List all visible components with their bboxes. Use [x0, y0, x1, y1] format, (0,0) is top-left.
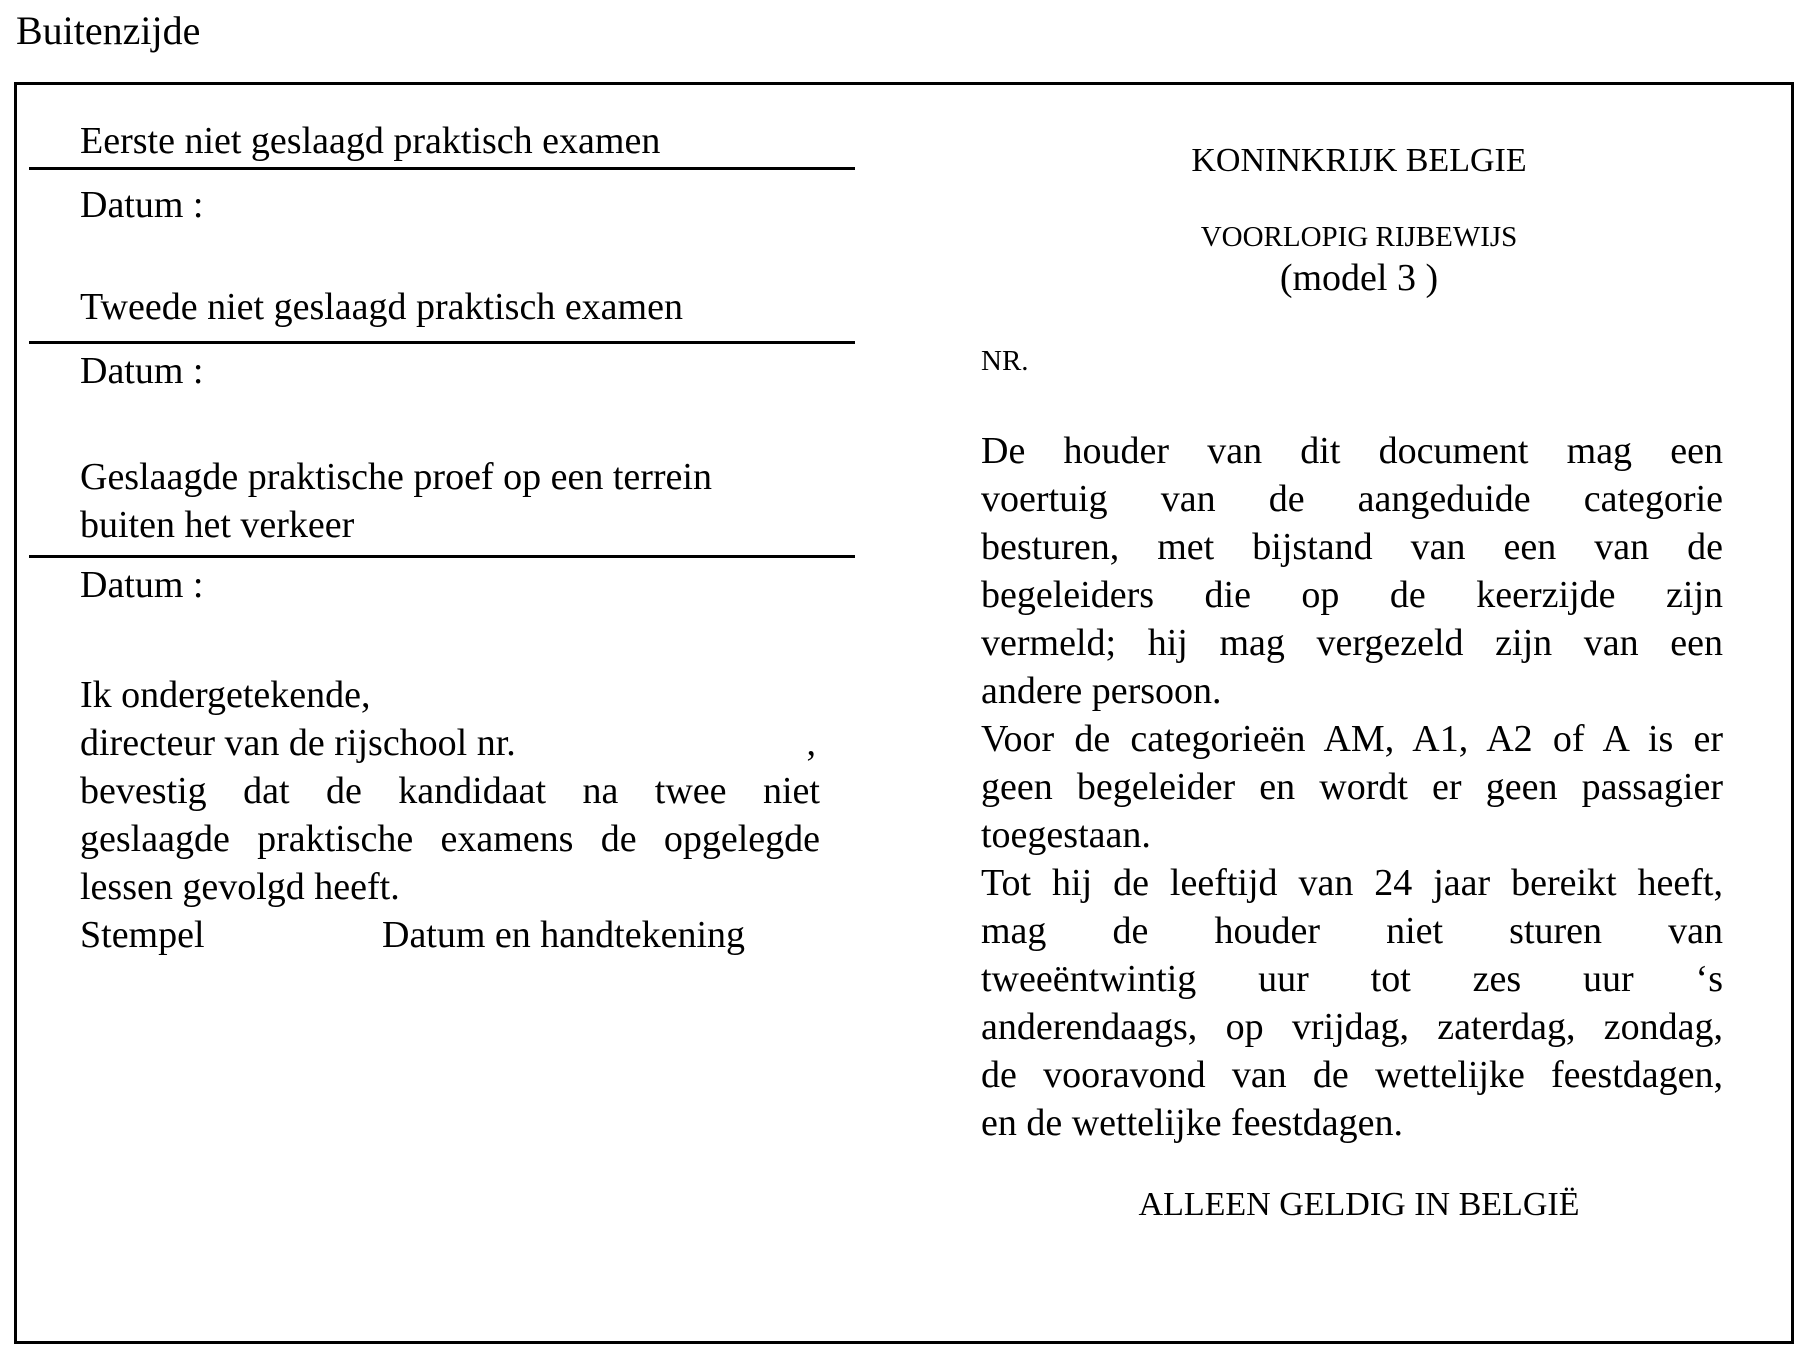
paragraph3-line2: mag de houder niet sturen van: [981, 910, 1723, 952]
paragraph3-line6: en de wettelijke feestdagen.: [981, 1102, 1404, 1144]
declaration-line2: [80, 719, 820, 767]
section3-signature-line: [29, 555, 855, 558]
declaration-signature-row: [80, 911, 820, 959]
paragraph2-line1: Voor de categorieën AM, A1, A2 of A is er: [981, 718, 1723, 760]
date-signature-label: Datum en handtekening: [382, 914, 746, 956]
section1-signature-line: [29, 167, 855, 170]
model-number: (model 3 ): [1279, 257, 1439, 299]
validity-text: ALLEEN GELDIG IN BELGIË: [1138, 1186, 1580, 1223]
section3-title-line2: buiten het verkeer: [80, 504, 355, 546]
paragraph1-line5: vermeld; hij mag vergezeld zijn van een: [981, 622, 1723, 664]
document-title: VOORLOPIG RIJBEWIJS: [1200, 221, 1518, 253]
paragraph3-line1: Tot hij de leeftijd van 24 jaar bereikt heeft,: [981, 862, 1723, 904]
paragraph1-line4: begeleiders die op de keerzijde zijn: [981, 574, 1723, 616]
paragraph1-line1: De houder van dit document mag een: [981, 430, 1723, 472]
section3-title-line1: Geslaagde praktische proef op een terrein: [80, 456, 712, 498]
paragraph2-line3: toegestaan.: [981, 814, 1151, 856]
paragraph1-line2: voertuig van de aangeduide categorie: [981, 478, 1723, 520]
validity-notice: [1023, 1183, 1695, 1227]
license-number-label: NR.: [981, 345, 1029, 377]
declaration-line2-comma: ,: [806, 722, 816, 764]
paragraph1-line6: andere persoon.: [981, 670, 1222, 712]
holder-conditions: [981, 427, 1723, 1147]
director-declaration: [80, 671, 820, 959]
section1-title: Eerste niet geslaagd praktisch examen: [80, 120, 661, 162]
declaration-line5: lessen gevolgd heeft.: [80, 866, 400, 908]
section2-signature-line: [29, 341, 855, 344]
declaration-line1: Ik ondergetekende,: [80, 674, 371, 716]
paragraph3-line4: anderendaags, op vrijdag, zaterdag, zondag,: [981, 1006, 1723, 1048]
section1-date-label: Datum :: [80, 184, 204, 226]
kingdom-heading: KONINKRIJK BELGIE: [1191, 142, 1527, 179]
section3-date-label: Datum :: [80, 564, 204, 606]
paragraph3-line3: tweeëntwintig uur tot zes uur ‘s: [981, 958, 1723, 1000]
paragraph3-line5: de vooravond van de wettelijke feestdagen,: [981, 1054, 1723, 1096]
stamp-label: Stempel: [80, 914, 205, 956]
license-outer-side: [14, 82, 1794, 1344]
section2-date-label: Datum :: [80, 350, 204, 392]
paragraph2-line2: geen begeleider en wordt er geen passagier: [981, 766, 1723, 808]
declaration-line4: geslaagde praktische examens de opgelegde: [80, 818, 820, 860]
paragraph1-line3: besturen, met bijstand van een van de: [981, 526, 1723, 568]
declaration-line2-text: directeur van de rijschool nr.: [80, 722, 516, 764]
section2-title: Tweede niet geslaagd praktisch examen: [80, 286, 683, 328]
page-label: Buitenzijde: [16, 8, 201, 53]
declaration-line3: bevestig dat de kandidaat na twee niet: [80, 770, 820, 812]
